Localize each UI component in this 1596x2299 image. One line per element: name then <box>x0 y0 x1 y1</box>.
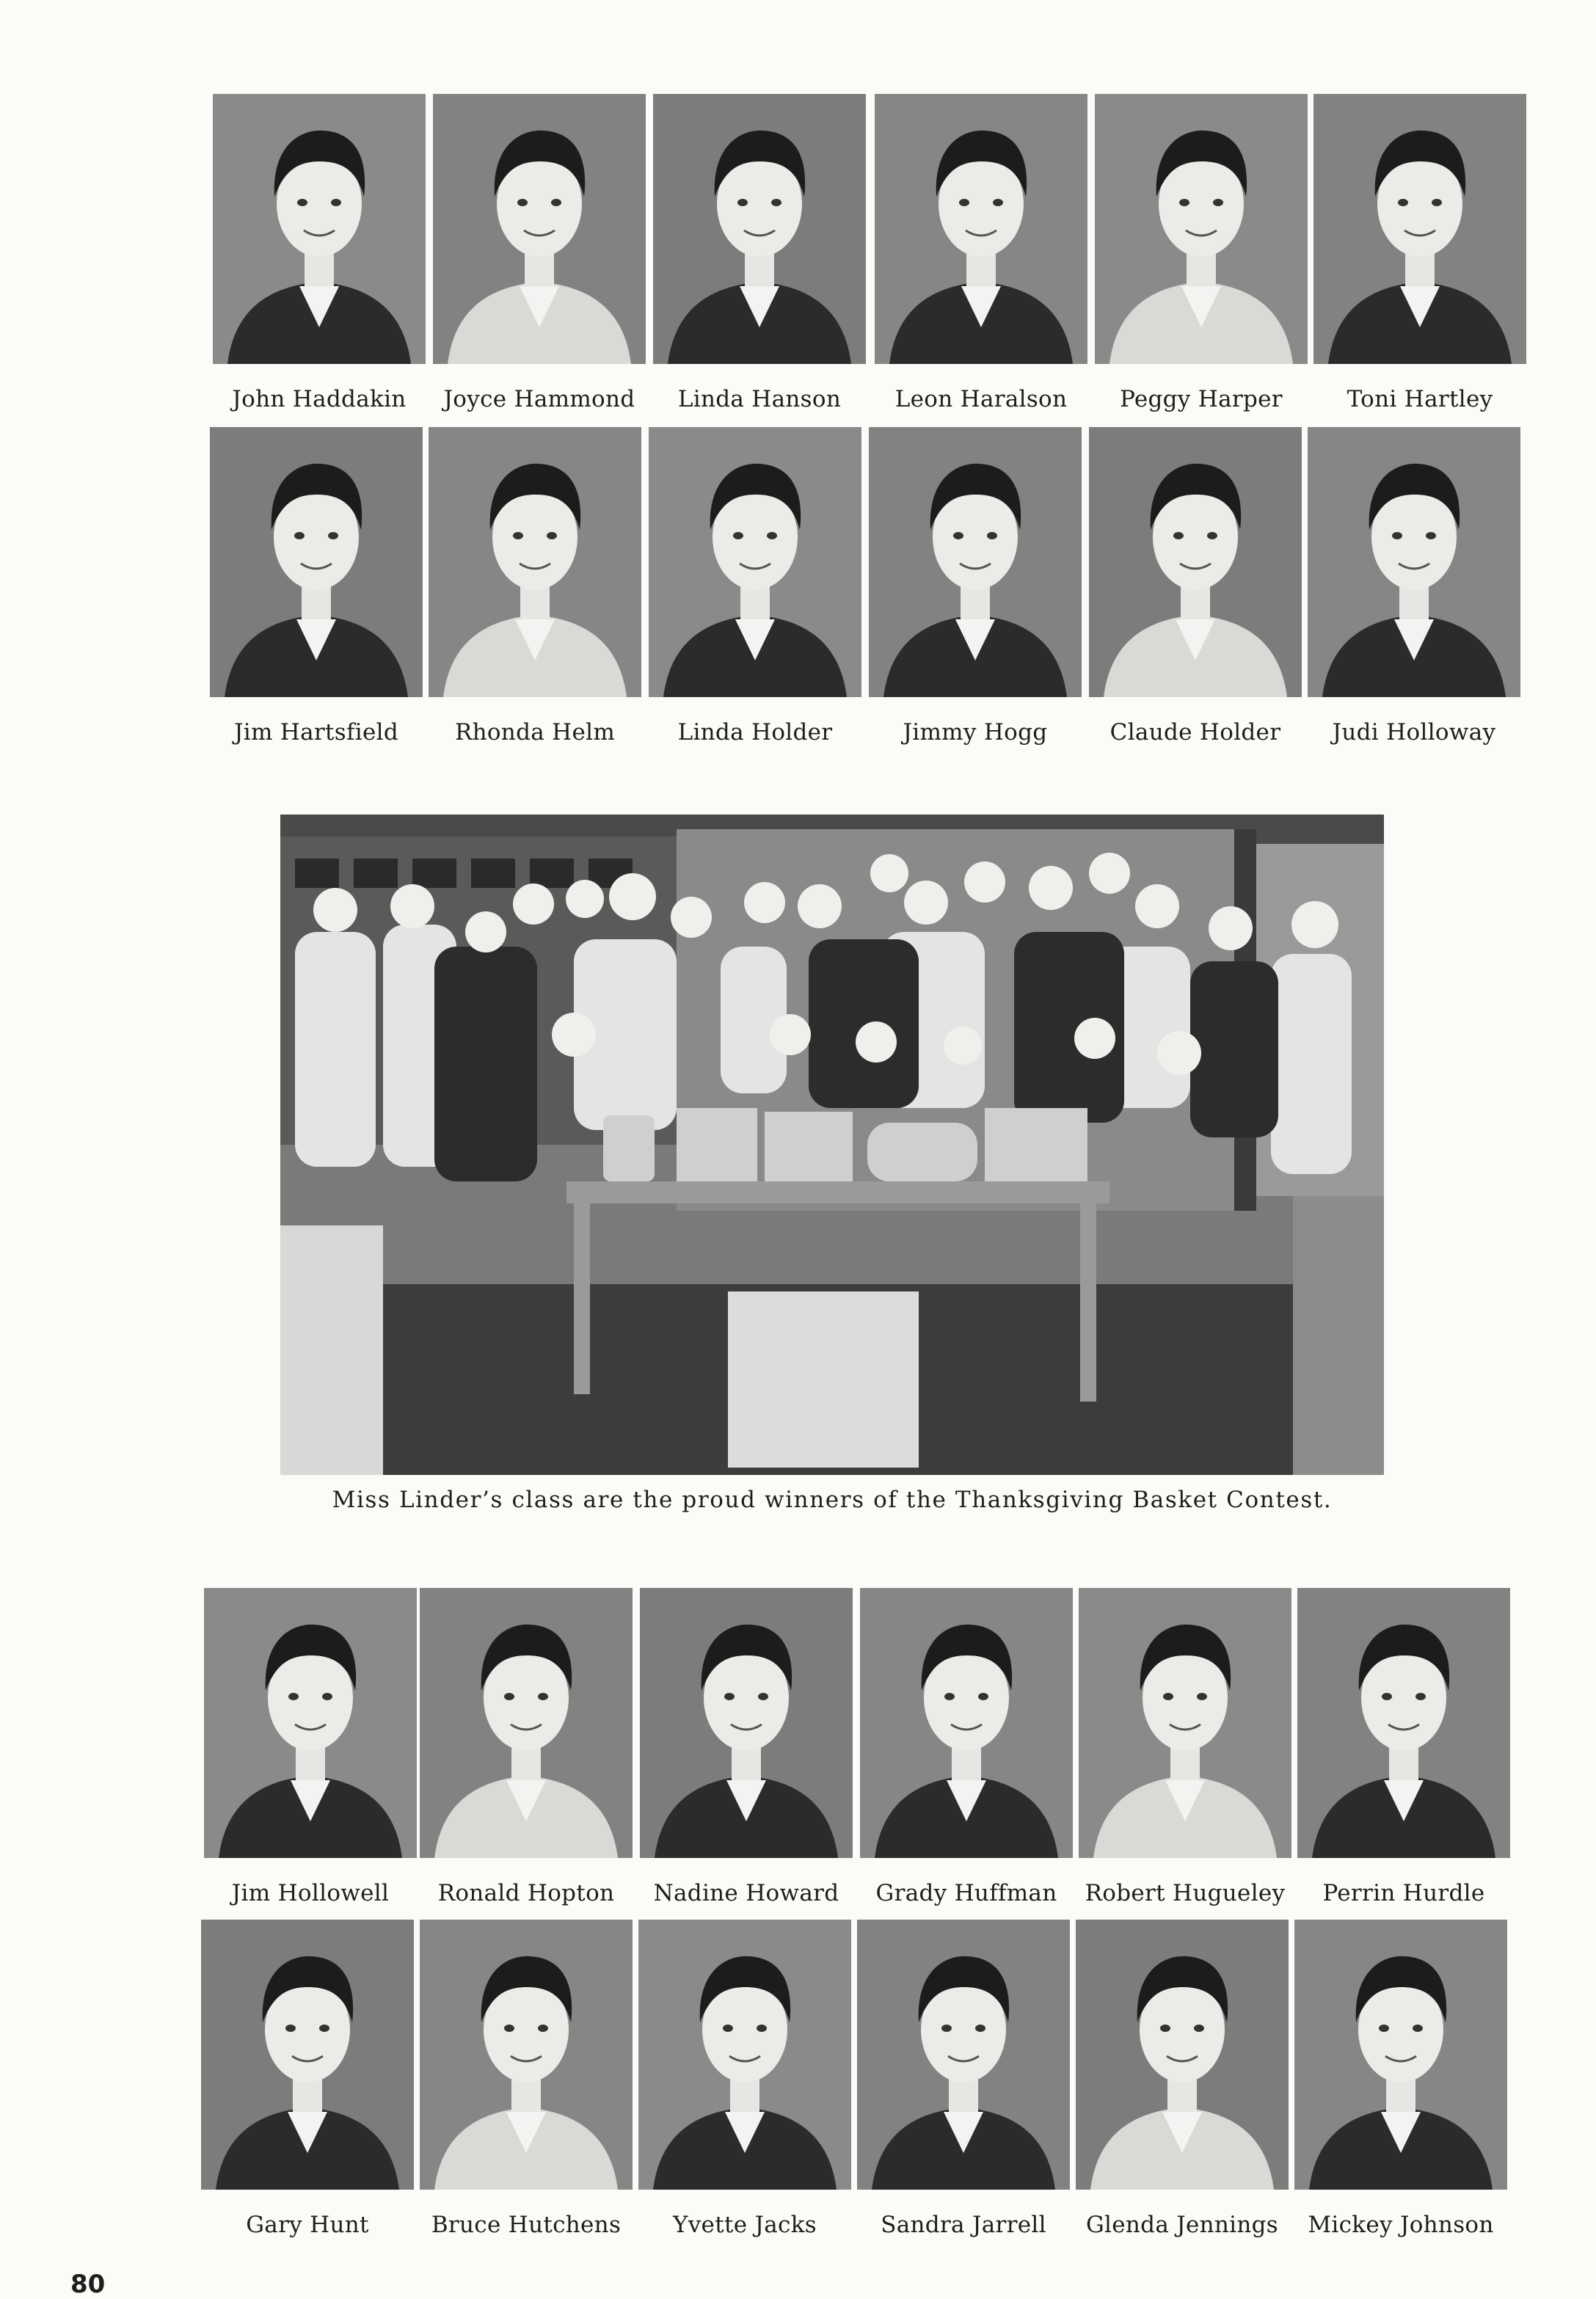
portrait-silhouette <box>875 94 1087 364</box>
student-name: Rhonda Helm <box>454 719 616 746</box>
student-name: Peggy Harper <box>1120 386 1283 412</box>
portrait-silhouette <box>869 427 1082 697</box>
portrait-cell <box>640 1588 853 1906</box>
portrait-photo <box>1308 427 1520 697</box>
group-photo-caption: Miss Linder’s class are the proud winners of the Thanksgiving Basket Contest. <box>332 1487 1333 1513</box>
portrait-cell <box>860 1588 1073 1906</box>
portrait-cell <box>420 1588 633 1906</box>
portrait-cell <box>433 94 646 412</box>
portrait-cell <box>638 1920 851 2238</box>
portrait-cell <box>210 427 423 746</box>
portrait-silhouette <box>1089 427 1302 697</box>
portrait-cell <box>213 94 426 412</box>
student-name: Jim Hollowell <box>231 1880 390 1906</box>
portrait-silhouette <box>204 1588 417 1858</box>
portrait-cell <box>420 1920 633 2238</box>
student-name: Robert Hugueley <box>1085 1880 1286 1906</box>
portrait-silhouette <box>640 1588 853 1858</box>
portrait-silhouette <box>429 427 641 697</box>
student-name: Ronald Hopton <box>437 1880 615 1906</box>
group-photo-illustration <box>280 815 1384 1475</box>
portrait-silhouette <box>1076 1920 1289 2190</box>
page-number: 80 <box>70 2270 106 2299</box>
portrait-photo <box>204 1588 417 1858</box>
portrait-photo <box>210 427 423 697</box>
student-name: Leon Haralson <box>894 386 1068 412</box>
portrait-photo <box>420 1920 633 2190</box>
portrait-silhouette <box>201 1920 414 2190</box>
student-name: Linda Hanson <box>677 386 842 412</box>
portrait-cell <box>653 94 866 412</box>
portrait-photo <box>1313 94 1526 364</box>
portrait-cell <box>1308 427 1520 746</box>
portrait-photo <box>429 427 641 697</box>
portrait-row-1 <box>0 94 1596 431</box>
portrait-cell <box>869 427 1082 746</box>
portrait-cell <box>1079 1588 1291 1906</box>
portrait-silhouette <box>857 1920 1070 2190</box>
portrait-silhouette <box>1095 94 1308 364</box>
portrait-silhouette <box>1313 94 1526 364</box>
portrait-cell <box>649 427 861 746</box>
portrait-cell <box>1076 1920 1289 2238</box>
student-name: Joyce Hammond <box>443 386 635 412</box>
portrait-photo <box>640 1588 853 1858</box>
portrait-cell <box>201 1920 414 2238</box>
student-name: Jimmy Hogg <box>903 719 1048 746</box>
student-name: Toni Hartley <box>1347 386 1493 412</box>
portrait-silhouette <box>638 1920 851 2190</box>
portrait-silhouette <box>420 1920 633 2190</box>
group-photo <box>280 815 1384 1475</box>
portrait-cell <box>204 1588 417 1906</box>
portrait-cell <box>1089 427 1302 746</box>
student-name: Yvette Jacks <box>672 2212 817 2238</box>
portrait-cell <box>1297 1588 1510 1906</box>
portrait-photo <box>857 1920 1070 2190</box>
portrait-photo <box>638 1920 851 2190</box>
portrait-silhouette <box>860 1588 1073 1858</box>
portrait-cell <box>1294 1920 1507 2238</box>
portrait-silhouette <box>213 94 426 364</box>
portrait-cell <box>857 1920 1070 2238</box>
portrait-photo <box>869 427 1082 697</box>
portrait-row-3 <box>0 1588 1596 1925</box>
portrait-photo <box>860 1588 1073 1858</box>
student-name: Bruce Hutchens <box>431 2212 622 2238</box>
portrait-photo <box>1079 1588 1291 1858</box>
portrait-photo <box>1076 1920 1289 2190</box>
student-name: Jim Hartsfield <box>234 719 398 746</box>
student-name: Grady Huffman <box>875 1880 1057 1906</box>
portrait-silhouette <box>653 94 866 364</box>
student-name: Judi Holloway <box>1332 719 1496 746</box>
portrait-cell <box>1313 94 1526 412</box>
student-name: Nadine Howard <box>653 1880 839 1906</box>
portrait-photo <box>433 94 646 364</box>
portrait-photo <box>1089 427 1302 697</box>
portrait-silhouette <box>210 427 423 697</box>
portrait-silhouette <box>1308 427 1520 697</box>
portrait-cell <box>1095 94 1308 412</box>
student-name: Glenda Jennings <box>1085 2212 1278 2238</box>
portrait-photo <box>420 1588 633 1858</box>
portrait-photo <box>875 94 1087 364</box>
student-name: Gary Hunt <box>246 2212 369 2238</box>
portrait-silhouette <box>1294 1920 1507 2190</box>
portrait-row-4 <box>0 1920 1596 2257</box>
portrait-silhouette <box>433 94 646 364</box>
portrait-photo <box>1297 1588 1510 1858</box>
student-name: Mickey Johnson <box>1308 2212 1494 2238</box>
portrait-silhouette <box>649 427 861 697</box>
portrait-silhouette <box>420 1588 633 1858</box>
student-name: Claude Holder <box>1109 719 1281 746</box>
portrait-photo <box>201 1920 414 2190</box>
portrait-photo <box>213 94 426 364</box>
student-name: Perrin Hurdle <box>1322 1880 1485 1906</box>
student-name: Sandra Jarrell <box>881 2212 1046 2238</box>
portrait-cell <box>875 94 1087 412</box>
portrait-photo <box>1294 1920 1507 2190</box>
student-name: Linda Holder <box>677 719 833 746</box>
portrait-silhouette <box>1297 1588 1510 1858</box>
portrait-photo <box>649 427 861 697</box>
student-name: John Haddakin <box>232 386 407 412</box>
portrait-photo <box>653 94 866 364</box>
portrait-silhouette <box>1079 1588 1291 1858</box>
portrait-cell <box>429 427 641 746</box>
portrait-row-2 <box>0 427 1596 765</box>
portrait-photo <box>1095 94 1308 364</box>
